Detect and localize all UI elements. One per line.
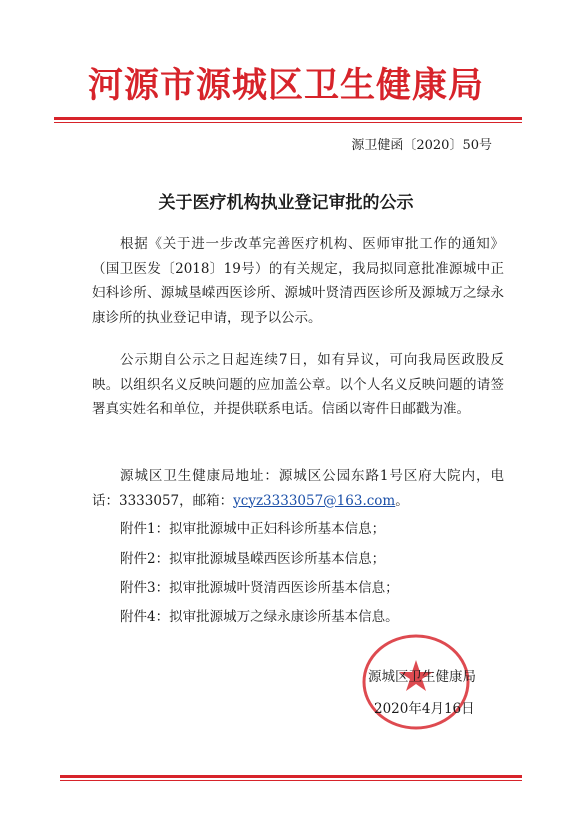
address-suffix: 。: [395, 492, 409, 509]
header-rule-thick: [54, 117, 522, 120]
attachment-item-1: 附件1：拟审批源城中正妇科诊所基本信息；: [120, 521, 386, 537]
header-rule-thin: [54, 122, 522, 123]
footer-rule-thick: [60, 775, 522, 778]
attachment-item-4: 附件4：拟审批源城万之绿永康诊所基本信息。: [120, 609, 399, 625]
document-title: 关于医疗机构执业登记审批的公示: [158, 193, 414, 213]
body-paragraph-2: 公示期自公示之日起连续7日，如有异议，可向我局医政股反映。以组织名义反映问题的应加盖公章。以个人名义反映问题的请签署真实姓名和单位，并提供联系电话。信函以寄件日邮戳为准。: [92, 352, 504, 417]
email-link[interactable]: ycyz3333057@163.com: [233, 492, 396, 509]
attachment-item-2: 附件2：拟审批源城垦嵘西医诊所基本信息；: [120, 551, 386, 567]
body-paragraph-1: 根据《关于进一步改革完善医疗机构、医师审批工作的通知》（国卫医发〔2018〕19号）的有关规定，我局拟同意批准源城中正妇科诊所、源城垦嵘西医诊所、源城叶贤清西医诊所及源城万之绿永康诊所的执业登记申请，现予以公示。: [92, 236, 504, 326]
document-number: 源卫健函〔2020〕50号: [351, 138, 492, 153]
attachment-item-3: 附件3：拟审批源城叶贤清西医诊所基本信息；: [120, 580, 399, 596]
signature-date: 2020年4月16日: [374, 701, 475, 717]
footer-rule-thin: [60, 780, 522, 781]
signature-organization: 源城区卫生健康局: [368, 669, 476, 685]
body-paragraph-3: [92, 464, 504, 513]
organization-header: 河源市源城区卫生健康局: [87, 65, 484, 106]
address-text: 源城区卫生健康局地址：源城区公园东路1号区府大院内，电话：3333057，邮箱：: [92, 468, 504, 509]
